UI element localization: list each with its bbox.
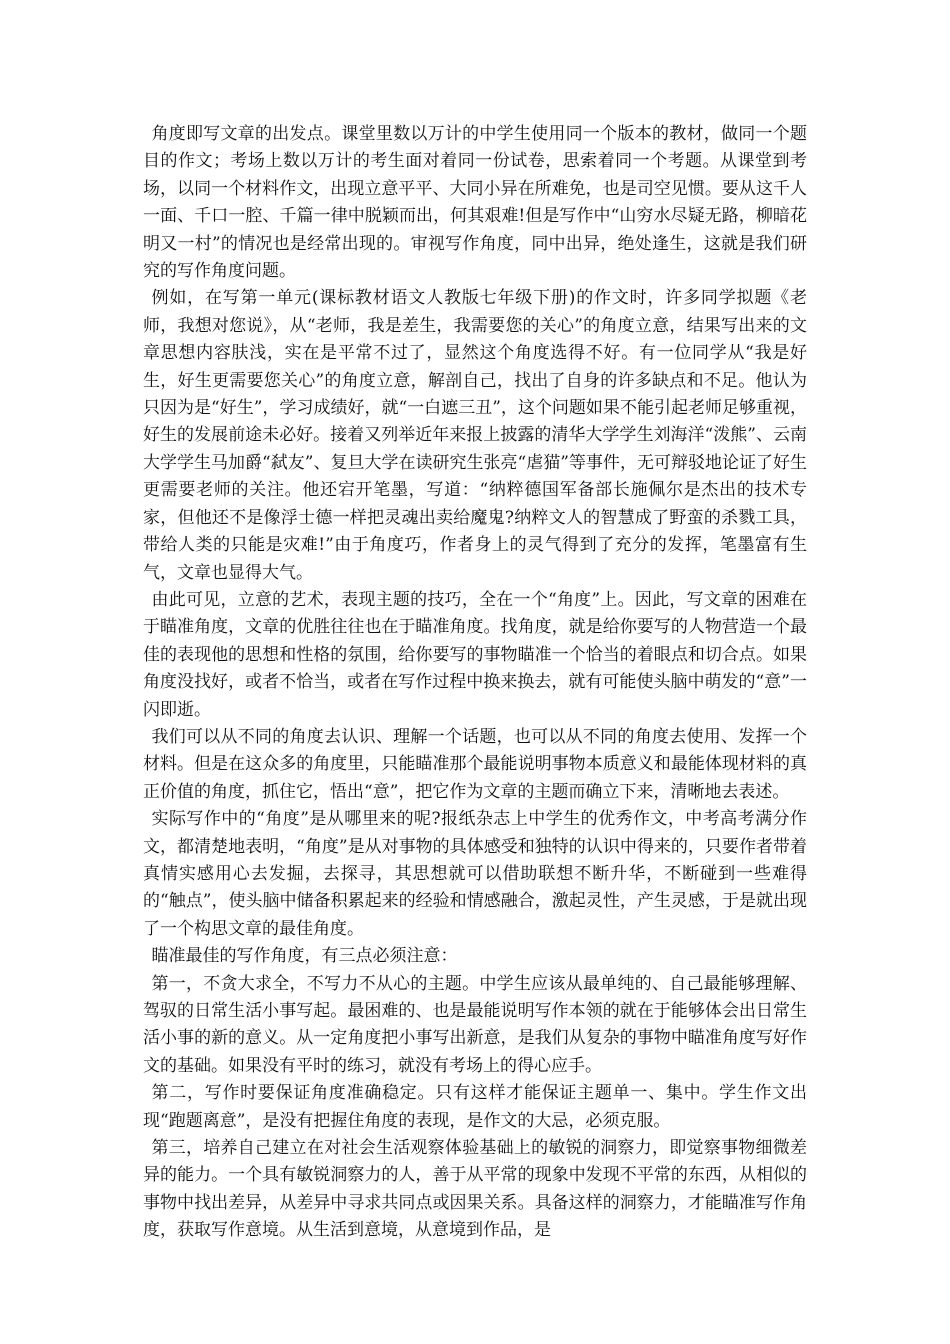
paragraph-3: 由此可见，立意的艺术，表现主题的技巧，全在一个“角度”上。因此，写文章的困难在于瞄准角度，文章的优胜往往也在于瞄准角度。找角度，就是给你要写的人物营造一个最佳的表现他的思想和性格的氛围，给你要写的事物瞄准一个恰当的着眼点和切合点。如果角度没找好，或者不恰当，或者在写作过程中换来换去，就有可能使头脑中萌发的“意”一闪即逝。 [143,589,807,720]
paragraph-5: 实际写作中的“角度”是从哪里来的呢?报纸杂志上中学生的优秀作文，中考高考满分作文，都清楚地表明，“角度”是从对事物的具体感受和独特的认识中得来的，只要作者带着真情实感用心去发掘，去探寻，其思想就可以借助联想不断升华，不断碰到一些难得的“触点”，使头脑中储备积累起来的经验和情感融合，激起灵性，产生灵感，于是就出现了一个构思文章的最佳角度。 [143,809,807,939]
paragraph-2: 例如，在写第一单元(课标教材语文人教版七年级下册)的作文时，许多同学拟题《老师，我想对您说》，从“老师，我是差生，我需要您的关心”的角度立意，结果写出来的文章思想内容肤浅，实在是平常不过了，显然这个角度选得不好。有一位同学从“我是好生，好生更需要您关心”的角度立意，解剖自己，找出了自身的许多缺点和不足。他认为只因为是“好生”，学习成绩好，就“一白遮三丑”，这个问题如果不能引起老师足够重视，好生的发展前途未必好。接着又列举近年来报上披露的清华大学学生刘海洋“泼熊”、云南大学学生马加爵“弑友”、复旦大学在读研究生张亮“虐猫”等事件，无可辩驳地论证了好生更需要老师的关注。他还宕开笔墨，写道：“纳粹德国军备部长施佩尔是杰出的技术专家，但他还不是像浮士德一样把灵魂出卖给魔鬼?纳粹文人的智慧成了野蛮的杀戮工具，带给人类的只能是灾难!”由于角度巧，作者身上的灵气得到了充分的发挥，笔墨富有生气，文章也显得大气。 [143,288,807,583]
paragraph-7: 第一，不贪大求全，不写力不从心的主题。中学生应该从最单纯的、自己最能够理解、驾驭的日常生活小事写起。最困难的、也是最能说明写作本领的就在于能够体会出日常生活小事的新的意义。从一定角度把小事写出新意，是我们从复杂的事物中瞄准角度写好作文的基础。如果没有平时的练习，就没有考场上的得心应手。 [143,973,807,1076]
paragraph-4: 我们可以从不同的角度去认识、理解一个话题，也可以从不同的角度去使用、发挥一个材料。但是在这众多的角度里，只能瞄准那个最能说明事物本质意义和最能体现材料的真正价值的角度，抓住它，悟出“意”，把它作为文章的主题而确立下来，清晰地去表述。 [143,726,807,802]
paragraph-6: 瞄准最佳的写作角度，有三点必须注意： [151,946,458,967]
document-body [143,121,807,1245]
paragraph-8: 第二，写作时要保证角度准确稳定。只有这样才能保证主题单一、集中。学生作文出现“跑题离意”，是没有把握住角度的表现，是作文的大忌，必须克服。 [143,1083,807,1131]
paragraph-1: 角度即写文章的出发点。课堂里数以万计的中学生使用同一个版本的教材，做同一个题目的作文；考场上数以万计的考生面对着同一份试卷，思索着同一个考题。从课堂到考场，以同一个材料作文，出现立意平平、大同小异在所难免，也是司空见惯。要从这千人一面、千口一腔、千篇一律中脱颖而出，何其艰难!但是写作中“山穷水尽疑无路，柳暗花明又一村”的情况也是经常出现的。审视写作角度，同中出异，绝处逢生，这就是我们研究的写作角度问题。 [143,124,807,282]
paragraph-9: 第三，培养自己建立在对社会生活观察体验基础上的敏锐的洞察力，即觉察事物细微差异的能力。一个具有敏锐洞察力的人，善于从平常的现象中发现不平常的东西，从相似的事物中找出差异，从差异中寻求共同点或因果关系。具备这样的洞察力，才能瞄准写作角度，获取写作意境。从生活到意境，从意境到作品，是 [143,1138,807,1241]
